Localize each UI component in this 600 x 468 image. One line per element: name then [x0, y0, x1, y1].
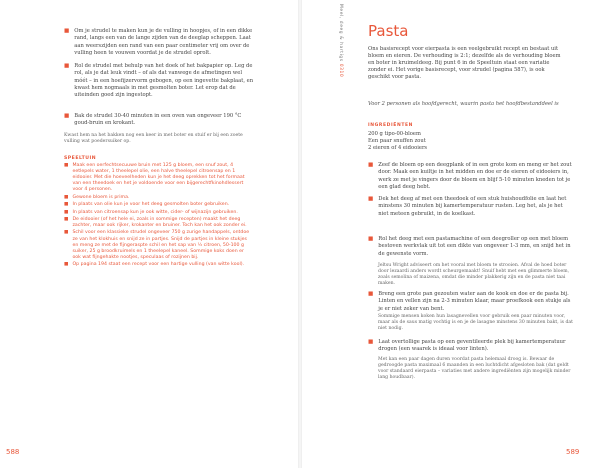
- ingredient-item: 200 g tipo-00-bloem: [368, 131, 421, 137]
- ingredient-item: Een paar snuffen zout: [368, 138, 426, 144]
- running-header-label: Meel, deeg & hartigs: [338, 4, 343, 62]
- strudel-step-1: ■ Om je strudel te maken kun je de vulling in hoopjes, of in een dikke rand, langs een van de lange zijden van de deeglap scheppen. Laat aan weerszijden een rand van een paar centimeter vrij om over de vulling heen te vouwen voordat je de strudel oprolt.: [64, 28, 253, 56]
- recipe-title: Pasta: [368, 22, 409, 40]
- step-bullet-icon: ■: [64, 28, 70, 34]
- speeltuin-box: [64, 156, 250, 270]
- strudel-step-2: ■ Rol de strudel met behulp van het doek of het bakpapier op. Leg de rol, als je dat leuk vindt – of als dat vanwege de afmetingen wel móét – in een hoefijzervorm gebogen, op een ingevette bakplaat, en kwast hem nogmaals in met gesmolten boter. Let erop dat de uiteinden goed zijn ingestopt.: [64, 63, 254, 99]
- running-header-number: 0310: [338, 63, 343, 78]
- pasta-tip-2: Sommige mensen koken hun lasagnevellen voor gebruik een paar minuten voor, maar als de saus matig vochtig is en je de lasagne minstens 30 minuten bakt, is dat niet nodig.: [378, 314, 574, 332]
- variant-item: ■ In plaats van olie kun je voor het deeg gesmolten boter gebruiken.: [64, 202, 230, 208]
- pasta-step-2: ■ Dek het deeg af met een theedoek of een stuk huishoudfolie en laat het minstens 30 minuten bij kamertemperatuur rusten. Leg het, als je het niet meteen gebruikt, in de koelkast.: [368, 196, 567, 217]
- step-bullet-icon: ■: [368, 236, 374, 242]
- recipe-intro: Ons basisrecept voor eierpasta is een veelgebruikt recept en bestaat uit bloem en eieren. De verhouding is 2:1; dezelfde als de verhouding bloem en boter in kruimeldeeg. Bij punt 6 in de Speeltuin staat een variatie zonder ei. Het vorige basisrecept, voor strudel (pagina 587), is ook geschikt voor pasta.: [368, 46, 561, 81]
- variant-item: ■ De eidooier (of het hele ei, zoals in sommige recepten) maakt het deeg zachter, maar ook rijker, krokanter en bruiner. Toch kan het ook zonder ei.: [64, 216, 247, 229]
- variant-item: ■ Maak een oerfechtsecuuwe bruin met 125 g bloem, een snuf zout, 4 eetlepels water, 1 theelepel olie, een halve theelepel citroensap en 1 eidooier. Met die hoeveelheden kun je het deeg oprekken tot het formaat van een theedoek en het je voldoende voor een bijgerechtfkinohdlessert voor 4 personen.: [64, 163, 245, 193]
- pasta-step-1: ■ Zeef de bloem op een deegplank of in een grote kom en meng er het zout door. Maak een kuiltje in het midden en doe er de eieren of eidooiers in, werk ze met je vingers door de bloem en blijf 5-10 minuten kneden tot je een glad deeg hebt.: [368, 162, 572, 190]
- pasta-tip-1: Jeltsu Wright adviseert om het vooral met bloem te strooien. Afval de hoed boter door lezaardi anders wordt scheurgemaakt! Snuif hebt met een glimmerte bloem, zoals semolina of maizena, omdat die minder plakkerig zijn en de pasta niet taai maken.: [378, 263, 570, 287]
- step-bullet-icon: ■: [368, 291, 374, 297]
- step-bullet-icon: ■: [368, 162, 374, 168]
- step-bullet-icon: ■: [64, 63, 70, 69]
- variant-item: ■ Schil voor een klassieke strudel ongeveer 750 g zurige handappels, ontdoe ze van het klokhuis en snijd ze in partjes. Snijd de partjes in kleine stukjes en meng ze met de fijngeraspte schil en het sap van ½ citroen, 50-100 g suiker, 25 g broodkruimels en 1 theelepel kaneel. Sommige koks doen er ook wat fijngehakte nootjes, speculaas of rozijnen bij.: [64, 230, 250, 260]
- pasta-step-4: ■ Breng een grote pan gezouten water aan de kook en doe er de pasta bij. Linten en vellen zijn na 2-3 minuten klaar, maar proefkook een stukje als je er niet zeker van bent.: [368, 291, 571, 312]
- ingredient-item: 2 eieren of 4 eidooiers: [368, 145, 428, 151]
- pasta-step-5: ■ Laat overtollige pasta op een geventileerde plek bij kamertemperatuur drogen (een waarek is ideaal voor linten).: [368, 339, 566, 353]
- step-bullet-icon: ■: [64, 113, 70, 119]
- page-number-right: 589: [566, 448, 580, 456]
- strudel-step-3: ■ Bak de strudel 30-40 minuten in een oven van ongeveer 190 °C goud-bruin en krokant.: [64, 113, 242, 127]
- variant-item: ■ Op pagina 194 staat een recept voor een hartige vulling (van witte kool).: [64, 262, 245, 268]
- running-header: [334, 4, 344, 134]
- speeltuin-heading: SPEELTUIN: [64, 156, 97, 161]
- ingredients-heading: INGREDIËNTEN: [368, 123, 414, 128]
- pasta-step-3: ■ Rol het deeg met een pastamachine of een deegroller op een met bloem bestoven werkvlak uit tot een dikte van ongeveer 1-3 mm, en snijd het in de gewenste vorm.: [368, 236, 571, 257]
- variant-item: ■ Gewone bloem is prima.: [64, 194, 130, 200]
- strudel-tip: Kwast hem na het bakken nog een keer in met boter en stuif er bij een zoete vulling wat poedersuiker op.: [64, 133, 243, 145]
- step-bullet-icon: ■: [368, 339, 374, 345]
- pasta-tip-3: Met kan een paar dagen duren voordat pasta helemaal droog is. Bewaar de gedroogde pasta maximaal 6 maanden in een luchtdicht afgesloten bak (dat geldt voor standaard eierpasta – variaties met andere ingrediënten zijn mogelijk minder lang houdbaar).: [378, 357, 571, 381]
- variant-item: ■ In plaats van citroensap kun je ook witte, cider- of wijnazijn gebruiken.: [64, 209, 238, 215]
- page-number-left: 588: [6, 448, 20, 456]
- recipe-serves: Voor 2 personen als hoofdgerecht, waarin pasta het hoofdbestanddeel is: [368, 101, 559, 107]
- step-bullet-icon: ■: [368, 196, 374, 202]
